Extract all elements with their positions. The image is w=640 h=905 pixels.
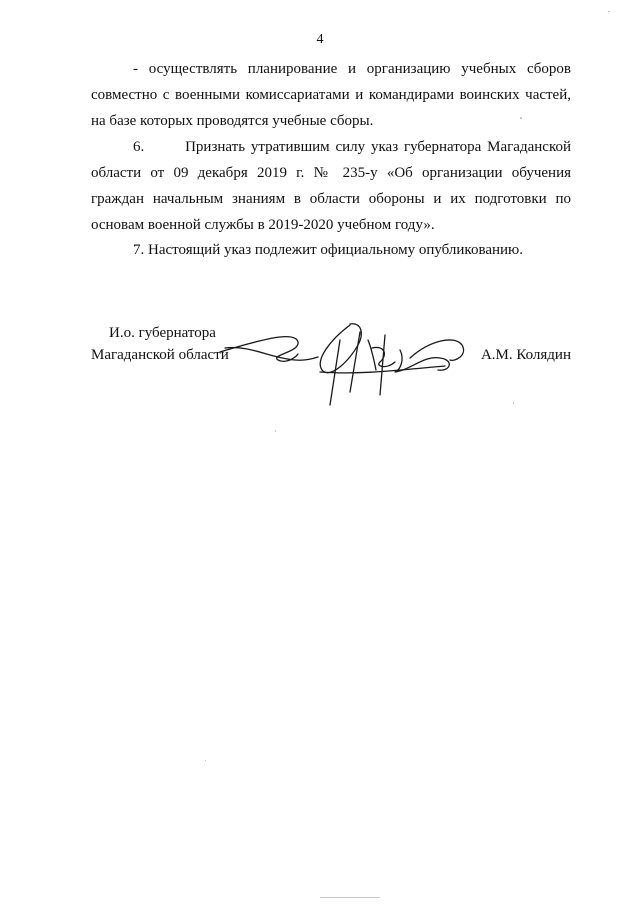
paragraph-line: - осуществлять планирование и организацию учебных сборов (133, 61, 571, 77)
handwritten-signature (200, 300, 470, 410)
paragraph-item-7 (91, 237, 571, 263)
paragraph-item-6 (91, 134, 571, 238)
page-number: 4 (316, 32, 324, 47)
signatory-name: А.М. Колядин (480, 347, 571, 363)
paragraph-line: совместно с военными комиссариатами и командирами воинских частей, (91, 87, 571, 103)
scan-speck (205, 760, 206, 761)
scan-speck (608, 11, 610, 12)
scan-speck (513, 402, 514, 404)
signatory-title-line2: Магаданской области (91, 347, 229, 363)
signatory-title-line1: И.о. губернатора (109, 325, 216, 341)
paragraph-line: 6. Признать утратившим силу указ губернатора Магаданской (133, 139, 571, 155)
scan-speck (275, 430, 276, 432)
paragraph-line: основам военной службы в 2019-2020 учебном году». (91, 217, 435, 233)
paragraph-line: граждан начальным знаниям в области обороны и их подготовки по (91, 191, 571, 207)
paragraph-duties (91, 56, 571, 134)
scan-speck (320, 897, 380, 898)
scan-speck (520, 117, 522, 119)
paragraph-line: на базе которых проводятся учебные сборы. (91, 113, 374, 129)
paragraph-line: 7. Настоящий указ подлежит официальному опубликованию. (133, 242, 524, 258)
paragraph-line: области от 09 декабря 2019 г. № 235-у «Об организации обучения (91, 165, 571, 181)
